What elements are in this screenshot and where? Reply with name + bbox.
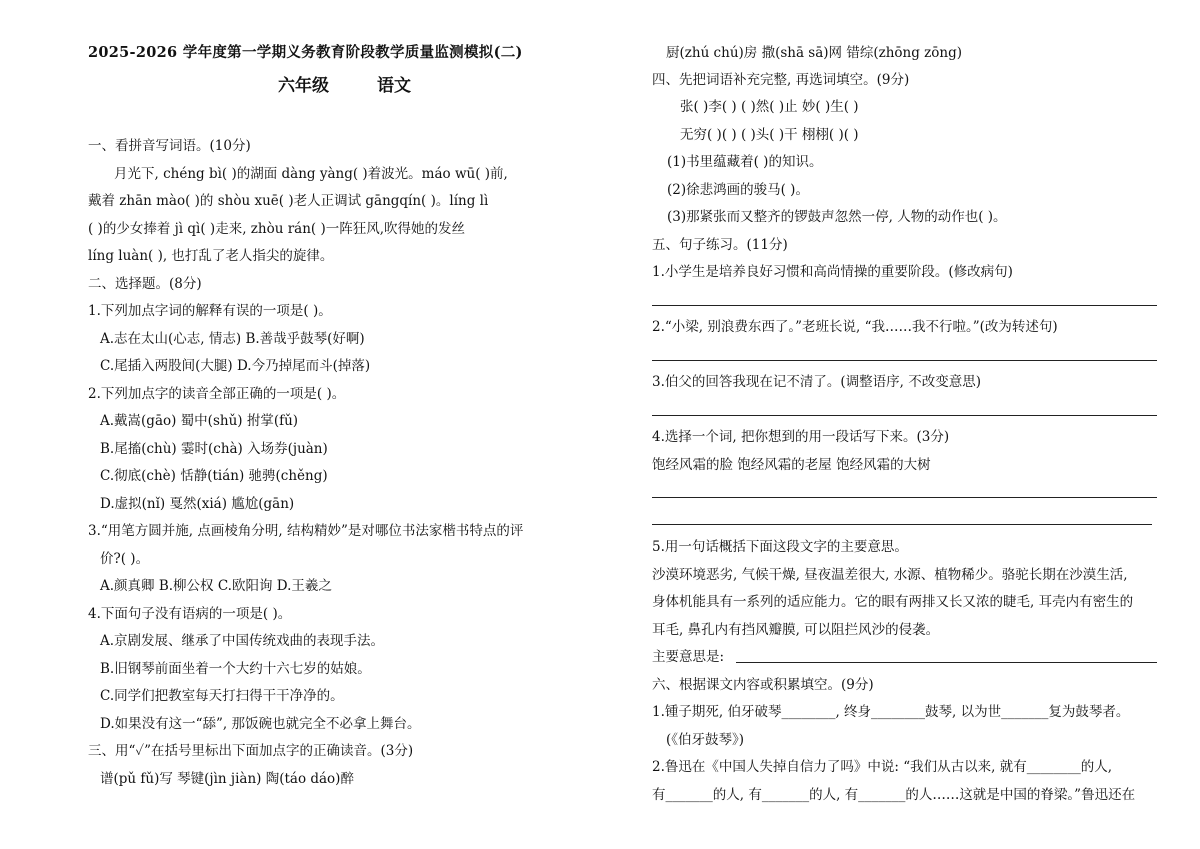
- answer-option: C.彻底(chè) 恬静(tián) 驰骋(chěng): [100, 468, 328, 484]
- grade-label: 六年级: [278, 76, 329, 96]
- answer-line: [736, 662, 1157, 663]
- pinyin-paragraph-line: 月光下, chéng bì( )的湖面 dàng yàng( )着波光。máo wū( )前,: [114, 166, 508, 182]
- section-6-heading: 六、根据课文内容或积累填空。(9分): [652, 677, 874, 693]
- answer-line: [652, 524, 1152, 525]
- pinyin-paragraph-line: líng luàn( ), 也打乱了老人指尖的旋律。: [88, 248, 334, 264]
- answer-option: C.同学们把教室每天打扫得干干净净的。: [100, 688, 344, 704]
- pronunciation-row: 厨(zhú chú)房 撒(shā sā)网 错综(zhōng zōng): [666, 45, 963, 61]
- answer-option: C.尾插入两股间(大腿) D.今乃掉尾而斗(掉落): [100, 358, 371, 374]
- exam-title: 2025-2026 学年度第一学期义务教育阶段教学质量监测模拟(二): [88, 44, 523, 61]
- section-1-heading: 一、看拼音写词语。(10分): [88, 138, 251, 154]
- idiom-row: 无穷( )( ) ( )头( )干 栩栩( )( ): [680, 127, 859, 143]
- pinyin-paragraph-line: ( )的少女捧着 jì qì( )走来, zhòu rán( )一阵狂风,吹得她的发丝: [88, 221, 466, 237]
- fill-blank-item: (3)那紧张而又整齐的锣鼓声忽然一停, 人物的动作也( )。: [667, 209, 1007, 225]
- answer-line: [652, 497, 1157, 498]
- question-text: 价?( )。: [100, 551, 150, 567]
- question-text: 1.锺子期死, 伯牙破琴________, 终身________鼓琴, 以为世_______复为鼓琴者。: [652, 704, 1130, 720]
- question-text: 1.下列加点字词的解释有误的一项是( )。: [88, 303, 332, 319]
- question-text: 4.选择一个词, 把你想到的用一段话写下来。(3分): [652, 429, 950, 445]
- word-choices: 饱经风霜的脸 饱经风霜的老屋 饱经风霜的大树: [652, 457, 931, 473]
- passage-line: 身体机能具有一系列的适应能力。它的眼有两排又长又浓的睫毛, 耳壳内有密生的: [652, 594, 1134, 610]
- fill-blank-item: (2)徐悲鸿画的骏马( )。: [667, 182, 809, 198]
- section-3-heading: 三、用“✓”在括号里标出下面加点字的正确读音。(3分): [88, 743, 414, 759]
- grade-subject: [278, 77, 411, 95]
- answer-line: [652, 415, 1157, 416]
- pinyin-paragraph-line: 戴着 zhān mào( )的 shòu xuē( )老人正调试 gāngqín( )。líng lì: [88, 193, 489, 209]
- question-text: 2.下列加点字的读音全部正确的一项是( )。: [88, 386, 346, 402]
- source-citation: (《伯牙鼓琴》): [666, 732, 745, 748]
- fill-blank-item: (1)书里蕴藏着( )的知识。: [667, 154, 823, 170]
- passage-line: 沙漠环境恶劣, 气候干燥, 昼夜温差很大, 水源、植物稀少。骆驼长期在沙漠生活,: [652, 567, 1128, 583]
- answer-option: A.志在太山(心志, 情志) B.善哉乎鼓琴(好啊): [100, 331, 365, 347]
- question-text: 5.用一句话概括下面这段文字的主要意思。: [652, 539, 908, 555]
- question-text: 2.鲁迅在《中国人失掉自信力了吗》中说: “我们从古以来, 就有________的人,: [652, 759, 1112, 775]
- answer-option: D.虚拟(nǐ) 戛然(xiá) 尴尬(gān): [100, 496, 295, 512]
- answer-option: A.戴嵩(gāo) 蜀中(shǔ) 拊掌(fǔ): [100, 413, 299, 429]
- main-idea-label: 主要意思是:: [652, 649, 725, 665]
- section-5-heading: 五、句子练习。(11分): [652, 237, 788, 253]
- question-text: 3.伯父的回答我现在记不清了。(调整语序, 不改变意思): [652, 374, 981, 390]
- answer-line: [652, 305, 1157, 306]
- question-text: 2.“小梁, 别浪费东西了。”老班长说, “我……我不行啦。”(改为转述句): [652, 319, 1058, 335]
- section-4-heading: 四、先把词语补充完整, 再选词填空。(9分): [652, 72, 910, 88]
- question-text: 3.“用笔方圆并施, 点画棱角分明, 结构精妙”是对哪位书法家楷书特点的评: [88, 523, 524, 539]
- answer-option: A.颜真卿 B.柳公权 C.欧阳询 D.王羲之: [100, 578, 332, 594]
- question-text: 4.下面句子没有语病的一项是( )。: [88, 606, 292, 622]
- answer-line: [652, 360, 1157, 361]
- subject-label: 语文: [377, 76, 411, 96]
- pronunciation-row: 谱(pǔ fǔ)写 琴键(jìn jiàn) 陶(táo dáo)醉: [100, 771, 354, 787]
- passage-line: 耳毛, 鼻孔内有挡风瓣膜, 可以阻拦风沙的侵袭。: [652, 622, 940, 638]
- section-2-heading: 二、选择题。(8分): [88, 276, 202, 292]
- answer-option: B.旧钢琴前面坐着一个大约十六七岁的姑娘。: [100, 661, 371, 677]
- question-text: 有_______的人, 有_______的人, 有_______的人……这就是中国的脊梁。”鲁迅还在: [652, 787, 1136, 803]
- answer-option: B.尾搐(chù) 霎时(chà) 入场券(juàn): [100, 441, 328, 457]
- answer-option: D.如果没有这一“舔”, 那饭碗也就完全不必拿上舞台。: [100, 716, 421, 732]
- idiom-row: 张( )李( ) ( )然( )止 妙( )生( ): [680, 99, 859, 115]
- answer-option: A.京剧发展、继承了中国传统戏曲的表现手法。: [100, 633, 385, 649]
- question-text: 1.小学生是培养良好习惯和高尚情操的重要阶段。(修改病句): [652, 264, 1013, 280]
